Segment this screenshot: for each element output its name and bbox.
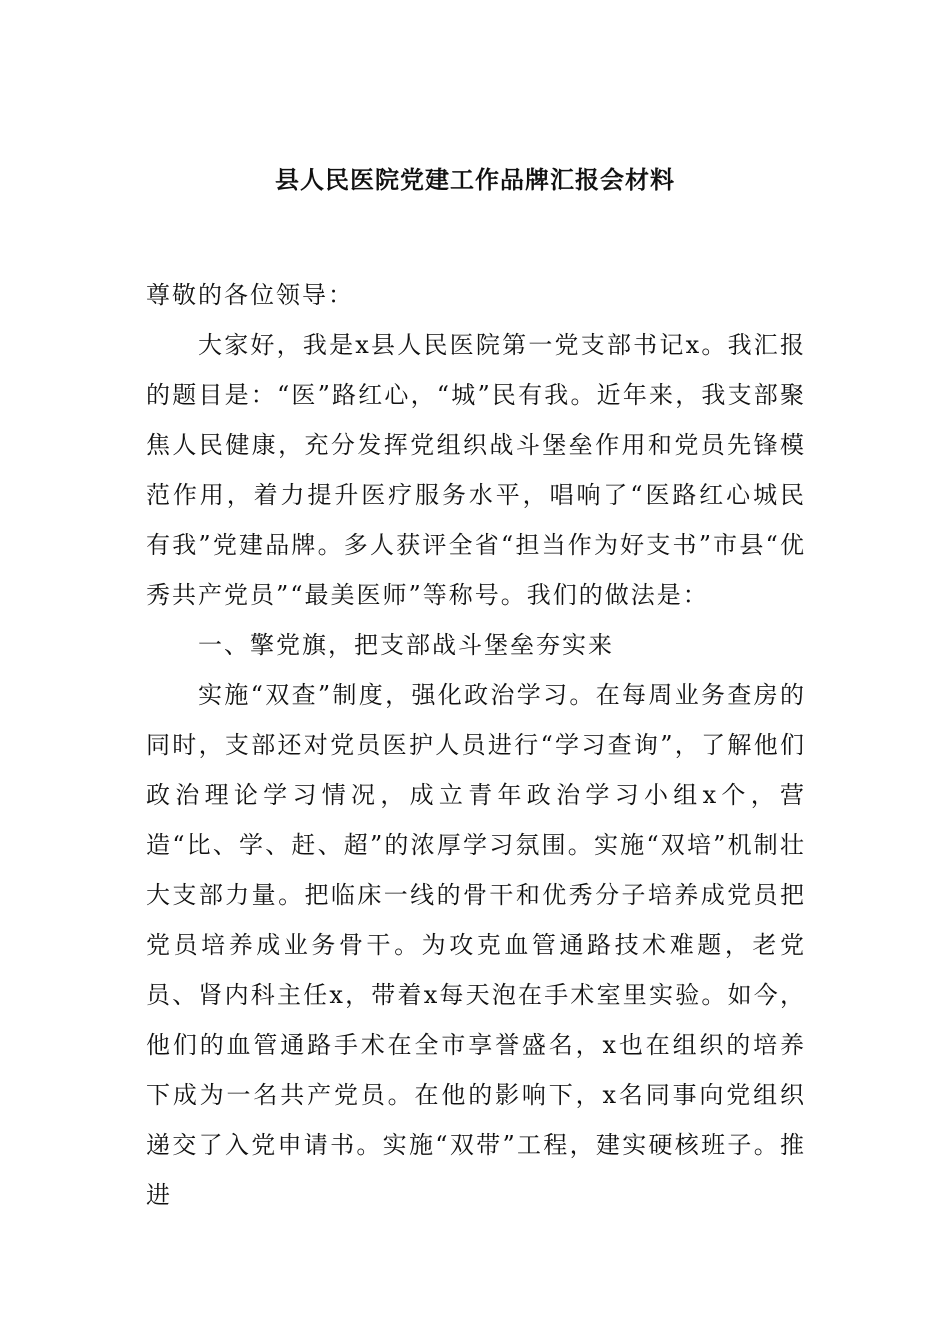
document-body [146, 270, 806, 1220]
document-title: 县人民医院党建工作品牌汇报会材料 [275, 165, 675, 194]
paragraph-intro: 大家好，我是x县人民医院第一党支部书记x。我汇报的题目是：“医”路红心，“城”民有我。近年来，我支部聚焦人民健康，充分发挥党组织战斗堡垒作用和党员先锋模范作用，着力提升医疗服务水平，唱响了“医路红心城民有我”党建品牌。多人获评全省“担当作为好支书”市县“优秀共产党员”“最美医师”等称号。我们的做法是： [146, 331, 806, 609]
section-heading-1: 一、擎党旗，把支部战斗堡垒夯实来 [198, 631, 614, 659]
paragraph-section-1: 实施“双查”制度，强化政治学习。在每周业务查房的同时，支部还对党员医护人员进行“学习查询”，了解他们政治理论学习情况，成立青年政治学习小组x个，营造“比、学、赶、超”的浓厚学习氛围。实施“双培”机制壮大支部力量。把临床一线的骨干和优秀分子培养成党员把党员培养成业务骨干。为攻克血管通路技术难题，老党员、肾内科主任x，带着x每天泡在手术室里实验。如今，他们的血管通路手术在全市享誉盛名，x也在组织的培养下成为一名共产党员。在他的影响下，x名同事向党组织递交了入党申请书。实施“双带”工程，建实硬核班子。推进 [146, 681, 806, 1209]
salutation: 尊敬的各位领导： [146, 281, 354, 309]
